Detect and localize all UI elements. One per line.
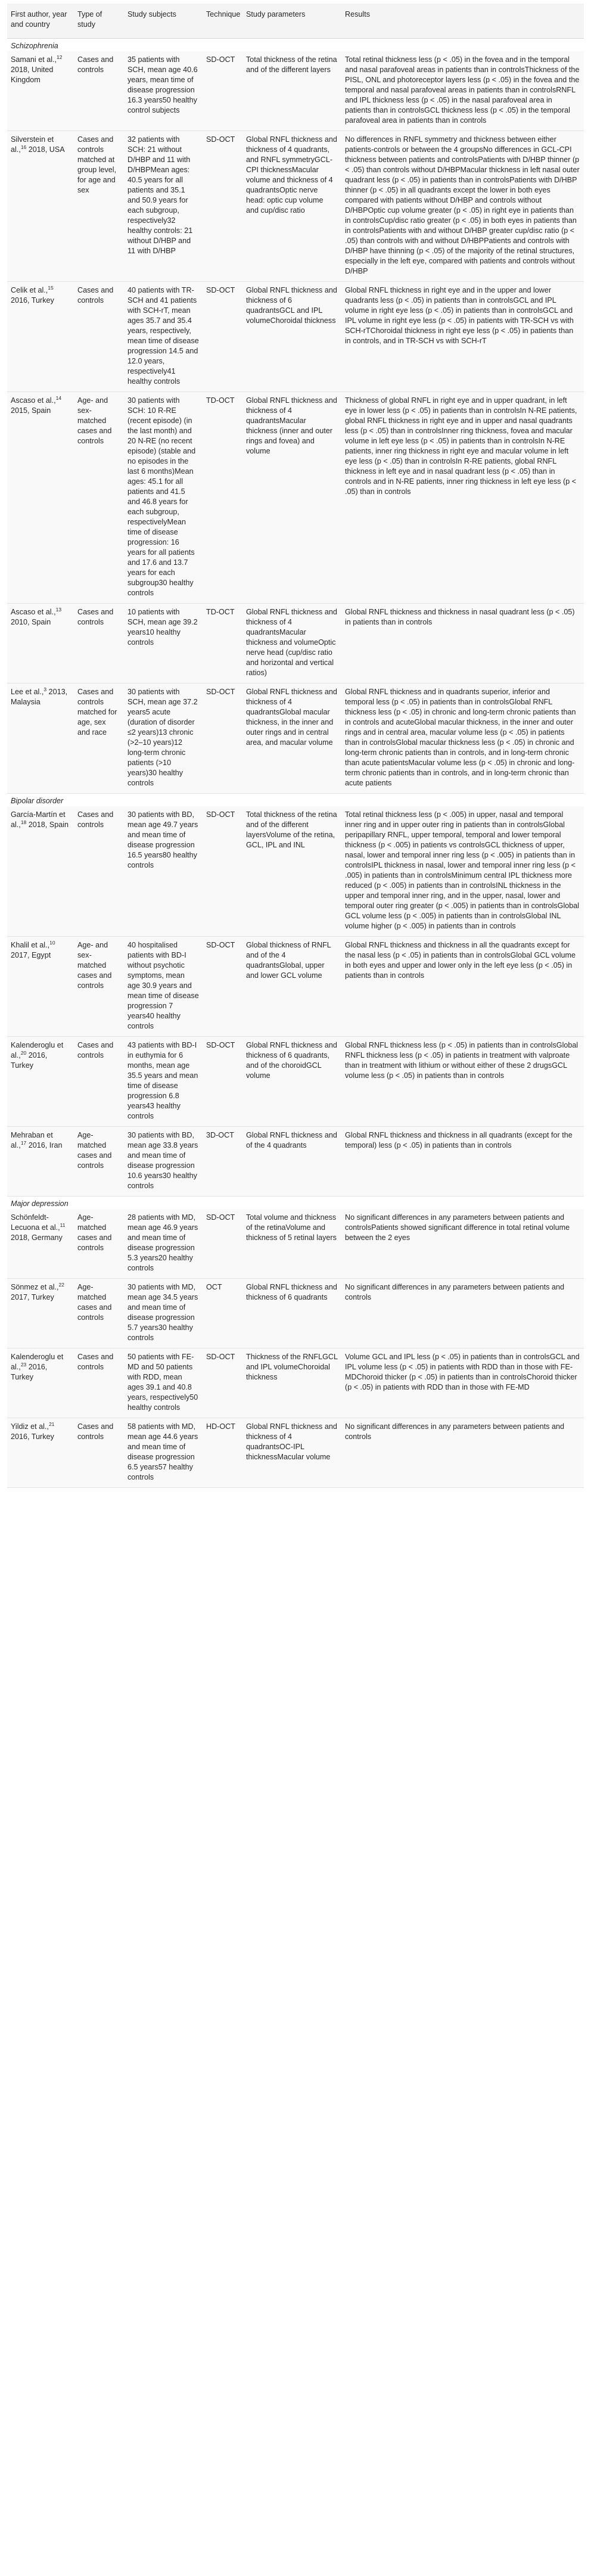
study-type-cell: Cases and controls: [74, 1037, 124, 1127]
study-parameters-cell: Global RNFL thickness and thickness of 6 quadrants: [242, 1279, 341, 1348]
study-parameters-cell: Global RNFL thickness and thickness of 4 quadrantsGlobal macular thickness, in the inner and outer rings and in central area, and macular volume: [242, 683, 341, 794]
table-row: [7, 806, 584, 937]
reference-number: 3: [43, 686, 47, 692]
study-type-cell: Age-matched cases and controls: [74, 1209, 124, 1279]
table-row: [7, 1037, 584, 1127]
year-country: 2017, Turkey: [11, 1293, 54, 1301]
technique-cell: SD-OCT: [203, 131, 242, 282]
studies-table: [7, 4, 584, 1488]
study-parameters-cell: Global RNFL thickness and thickness of 6 quadrantsGCL and IPL volumeChoroidal thickness: [242, 282, 341, 392]
results-cell: Total retinal thickness less (p < .05) in the fovea and in the temporal and nasal parafoveal areas in patients than in controlsThickness of the PISL, ONL and photoreceptor layers less (p < .05) in the fovea and the temporal and nasal parafoveal areas in patients than in controlsRNFL and IPL thickness less (p < .05) in the nasal parafoveal area in patients than in controlsGCL thickness less (p < .05) in the temporal parafoveal area in patients than in controls: [341, 51, 584, 131]
year-country: 2010, Spain: [11, 618, 51, 626]
author-name: García-Martín et al.,: [11, 810, 66, 829]
reference-number: 17: [20, 1139, 27, 1146]
author-name: Samani et al.,: [11, 55, 57, 64]
study-parameters-cell: Global RNFL thickness and thickness of 4 quadrantsMacular thickness and volumeOptic nerve head (cup/disc ratio and horizontal and vertical ratios): [242, 604, 341, 683]
table-row: [7, 1279, 584, 1348]
table-row: [7, 604, 584, 683]
study-subjects-cell: 30 patients with BD, mean age 33.8 years and mean time of disease progression 10.6 years30 healthy controls: [124, 1127, 203, 1197]
study-parameters-cell: Total thickness of the retina and of the different layersVolume of the retina, GCL, IPL and INL: [242, 806, 341, 937]
year-country: 2016, Turkey: [11, 1363, 48, 1381]
technique-cell: 3D-OCT: [203, 1127, 242, 1197]
author-cell: [7, 806, 74, 937]
reference-number: 21: [48, 1421, 55, 1427]
author-name: Sönmez et al.,: [11, 1283, 59, 1291]
results-cell: Global RNFL thickness and thickness in all the quadrants except for the nasal less (p < .05) in patients than in controlsGlobal GCL volume in both eyes and upper and lower only in the left eye less (p < .05) in patients than in controls: [341, 937, 584, 1037]
study-subjects-cell: 43 patients with BD-I in euthymia for 6 months, mean age 35.5 years and mean time of disease progression 6.8 years43 healthy controls: [124, 1037, 203, 1127]
results-cell: No differences in RNFL symmetry and thickness between either patients-controls or between the 4 groupsNo differences in GCL-CPI thickness between patients and controlsPatients with D/HBP thinner (p < .05) than controls without D/HBPMacular thickness in left nasal outer quadrant less (p < .05) in patients than in controlsPatients with D/HBP thinner (p < .05) in all quadrants except the lower in both eyes compared with patients without D/HBP and controls without D/HBPOptic cup volume greater (p < .05) in right eye in patients than in controlsCup/disc ratio greater (p < .05) in both eyes in patients than in controlsPatients with and without D/HBP greater cup/disc ratio (p < .05) than controls with and without D/HBPPatients and controls with D/HBP have thinning (p < .05) of the majority of the retinal structures, especially in the left eye, compared with patients and controls without D/HBP: [341, 131, 584, 282]
study-subjects-cell: 30 patients with SCH, mean age 37.2 years5 acute (duration of disorder ≤2 years)13 chronic (>2–10 years)12 long-term chronic patients (>10 years)30 healthy controls: [124, 683, 203, 794]
technique-cell: SD-OCT: [203, 51, 242, 131]
section-title: Schizophrenia: [7, 39, 584, 52]
reference-number: 12: [57, 54, 63, 60]
technique-cell: OCT: [203, 1279, 242, 1348]
study-type-cell: Cases and controls: [74, 604, 124, 683]
header-results: Results: [341, 4, 584, 39]
author-name: Lee et al.,: [11, 688, 44, 696]
study-type-cell: Cases and controls: [74, 51, 124, 131]
author-name: Kalenderoglu et al.,: [11, 1353, 64, 1371]
reference-number: 15: [48, 284, 54, 291]
author-name: Ascaso et al.,: [11, 396, 56, 405]
author-cell: [7, 937, 74, 1037]
header-author: First author, year and country: [7, 4, 74, 39]
author-name: Schönfeldt-Lecuona et al.,: [11, 1213, 60, 1232]
results-cell: Global RNFL thickness and in quadrants superior, inferior and temporal less (p < .05) in patients than in controlsGlobal RNFL thickness less (p < .05) in chronic and long-term chronic patients than in controls and acuteGlobal macular thickness, in the inner and outer rings and in central area, macular volume less (p < .05) in patients than in controlsGlobal macular thickness less (p < .05) in chronic and long-term chronic patients than in controls, and in long-term chronic than acute patientsMacular volume less (p < .05) in chronic and long-term chronic patients than in controls, and in long-term chronic than acute patients: [341, 683, 584, 794]
technique-cell: SD-OCT: [203, 1348, 242, 1418]
reference-number: 14: [55, 394, 62, 401]
study-type-cell: Cases and controls: [74, 1348, 124, 1418]
year-country: 2016, Iran: [26, 1141, 63, 1149]
technique-cell: SD-OCT: [203, 282, 242, 392]
study-type-cell: Age-matched cases and controls: [74, 1127, 124, 1197]
year-country: 2016, Turkey: [11, 296, 54, 304]
section-row: [7, 39, 584, 52]
author-name: Silverstein et al.,: [11, 135, 54, 154]
table-body: [7, 39, 584, 1488]
year-country: 2018, Germany: [11, 1233, 63, 1242]
year-country: 2015, Spain: [11, 406, 51, 415]
study-parameters-cell: Thickness of the RNFLGCL and IPL volumeChoroidal thickness: [242, 1348, 341, 1418]
author-name: Mehraban et al.,: [11, 1131, 53, 1149]
reference-number: 13: [55, 606, 62, 613]
study-subjects-cell: 30 patients with BD, mean age 49.7 years and mean time of disease progression 16.5 years80 healthy controls: [124, 806, 203, 937]
study-type-cell: Cases and controls: [74, 1418, 124, 1488]
year-country: 2018, Spain: [26, 821, 69, 829]
study-subjects-cell: 35 patients with SCH, mean age 40.6 years, mean time of disease progression 16.3 years50 healthy control subjects: [124, 51, 203, 131]
study-subjects-cell: 58 patients with MD, mean age 44.6 years and mean time of disease progression 6.5 years57 healthy controls: [124, 1418, 203, 1488]
results-cell: No significant differences in any parameters between patients and controlsPatients showed significant difference in total retinal volume between the 2 eyes: [341, 1209, 584, 1279]
year-country: 2016, Turkey: [11, 1051, 48, 1070]
study-type-cell: Cases and controls: [74, 282, 124, 392]
reference-number: 10: [49, 939, 55, 946]
study-type-cell: Age- and sex-matched cases and controls: [74, 392, 124, 604]
study-parameters-cell: Global RNFL thickness and of the 4 quadrants: [242, 1127, 341, 1197]
study-parameters-cell: Total thickness of the retina and of the different layers: [242, 51, 341, 131]
reference-number: 18: [20, 819, 27, 825]
study-subjects-cell: 10 patients with SCH, mean age 39.2 years10 healthy controls: [124, 604, 203, 683]
author-cell: [7, 1037, 74, 1127]
study-parameters-cell: Global RNFL thickness and thickness of 4 quadrantsOC-IPL thicknessMacular volume: [242, 1418, 341, 1488]
results-cell: No significant differences in any parameters between patients and controls: [341, 1418, 584, 1488]
author-cell: [7, 1127, 74, 1197]
study-parameters-cell: Global RNFL thickness and thickness of 4 quadrantsMacular thickness (inner and outer rings and fovea) and volume: [242, 392, 341, 604]
author-cell: [7, 604, 74, 683]
author-cell: [7, 131, 74, 282]
table-row: [7, 1348, 584, 1418]
study-subjects-cell: 30 patients with MD, mean age 34.5 years and mean time of disease progression 5.7 years30 healthy controls: [124, 1279, 203, 1348]
reference-number: 23: [20, 1361, 27, 1368]
table-row: [7, 1127, 584, 1197]
table-row: [7, 131, 584, 282]
technique-cell: SD-OCT: [203, 937, 242, 1037]
results-cell: Global RNFL thickness and thickness in nasal quadrant less (p < .05) in patients than in controls: [341, 604, 584, 683]
technique-cell: HD-OCT: [203, 1418, 242, 1488]
author-cell: [7, 683, 74, 794]
author-name: Khalil et al.,: [11, 941, 50, 949]
author-name: Kalenderoglu et al.,: [11, 1041, 64, 1059]
reference-number: 16: [20, 144, 27, 150]
author-name: Yildiz et al.,: [11, 1422, 49, 1431]
table-row: [7, 392, 584, 604]
reference-number: 11: [60, 1222, 66, 1228]
technique-cell: SD-OCT: [203, 1209, 242, 1279]
study-parameters-cell: Total volume and thickness of the retinaVolume and thickness of 5 retinal layers: [242, 1209, 341, 1279]
author-cell: [7, 392, 74, 604]
section-title: Bipolar disorder: [7, 794, 584, 807]
author-cell: [7, 282, 74, 392]
table-row: [7, 1209, 584, 1279]
results-cell: Thickness of global RNFL in right eye and in upper quadrant, in left eye in lower less (p < .05) in patients than in controlsIn N-RE patients, global RNFL thickness in right eye and in upper and nasal quadrants less (p < .05) than in controlsInner ring thickness, fovea and macular volume in left eye less (p < .05) in patients than in controlsIn N-RE patients, inner ring thickness in right eye and macular volume in left eye less (p < .05) than in controlsIn R-RE patients, global RNFL thickness in left eye and in nasal quadrant less (p < .05) than in controls and in N-RE patients, inner ring thickness in left eye less (p < .05) than in controls: [341, 392, 584, 604]
technique-cell: SD-OCT: [203, 806, 242, 937]
results-cell: Global RNFL thickness less (p < .05) in patients than in controlsGlobal RNFL thickness less (p < .05) in patients in treatment with valproate than in treatment with lithium or without either of these 2 drugsGCL volume less (p < .05) in patients than in controls: [341, 1037, 584, 1127]
section-row: [7, 1197, 584, 1210]
section-title: Major depression: [7, 1197, 584, 1210]
header-parameters: Study parameters: [242, 4, 341, 39]
author-cell: [7, 1348, 74, 1418]
year-country: 2013, Malaysia: [11, 688, 68, 706]
table-row: [7, 937, 584, 1037]
study-subjects-cell: 30 patients with SCH: 10 R-RE (recent episode) (in the last month) and 20 N-RE (no recent episode) (stable and no episodes in the last 6 months)Mean ages: 45.1 for all patients and 41.5 and 46.8 years for each subgroup, respectivelyMean time of disease progression: 16 years for all patients and 17.6 and 13.7 years for each subgroup30 healthy controls: [124, 392, 203, 604]
study-type-cell: Cases and controls matched at group level, for age and sex: [74, 131, 124, 282]
header-subjects: Study subjects: [124, 4, 203, 39]
study-subjects-cell: 40 patients with TR-SCH and 41 patients with SCH-rT, mean ages 35.7 and 35.4 years, respectively, mean time of disease progression 14.5 and 12.0 years, respectively41 healthy controls: [124, 282, 203, 392]
study-parameters-cell: Global RNFL thickness and thickness of 6 quadrants, and of the choroidGCL volume: [242, 1037, 341, 1127]
study-type-cell: Cases and controls matched for age, sex and race: [74, 683, 124, 794]
study-subjects-cell: 50 patients with FE-MD and 50 patients with RDD, mean ages 39.1 and 40.8 years, respectively50 healthy controls: [124, 1348, 203, 1418]
author-name: Celik et al.,: [11, 286, 48, 294]
study-parameters-cell: Global thickness of RNFL and of the 4 quadrantsGlobal, upper and lower GCL volume: [242, 937, 341, 1037]
results-cell: Volume GCL and IPL less (p < .05) in patients than in controlsGCL and IPL volume less (p < .05) in patients with RDD than in those with FE-MDChoroid thicker (p < .05) in patients than in controlsChoroid thicker (p < .05) in patients with RDD than in those with FE-MD: [341, 1348, 584, 1418]
table-row: [7, 1418, 584, 1488]
header-technique: Technique: [203, 4, 242, 39]
study-subjects-cell: 32 patients with SCH: 21 without D/HBP and 11 with D/HBPMean ages: 40.5 years for all patients and 35.1 and 50.9 years for each subgroup, respectively32 healthy controls: 21 without D/HBP and 11 with D/HBP: [124, 131, 203, 282]
year-country: 2017, Egypt: [11, 951, 51, 959]
technique-cell: TD-OCT: [203, 392, 242, 604]
author-cell: [7, 1418, 74, 1488]
reference-number: 22: [58, 1281, 64, 1288]
results-cell: Total retinal thickness less (p < .005) in upper, nasal and temporal inner ring and in upper outer ring in patients than in controlsGlobal peripapillary RNFL, upper temporal, temporal and lower temporal thickness (p < .005) in patients vs controlsGCL thickness of upper, nasal, lower and temporal inner ring less (p < .005) in patients than in controlsIPL thickness in nasal, lower and temporal inner ring less (p < .005) in patients than in controlsMinimum central IPL thickness more reduced (p < .005) in patients than in controlsINL thickness in the upper and temporal inner ring, and in the upper, nasal, lower and temporal outer ring greater (p < .005) in patients than in controlsGlobal GCL volume less (p < .005) in patients than in controlsGlobal INL volume higher (p < .005) in patients than in controls: [341, 806, 584, 937]
section-row: [7, 794, 584, 807]
header-type: Type of study: [74, 4, 124, 39]
technique-cell: SD-OCT: [203, 683, 242, 794]
table-row: [7, 282, 584, 392]
results-cell: Global RNFL thickness and thickness in all quadrants (except for the temporal) less (p < .05) in patients than in controls: [341, 1127, 584, 1197]
table-row: [7, 683, 584, 794]
technique-cell: SD-OCT: [203, 1037, 242, 1127]
study-subjects-cell: 28 patients with MD, mean age 46.9 years and mean time of disease progression 5.3 years20 healthy controls: [124, 1209, 203, 1279]
reference-number: 20: [20, 1049, 27, 1056]
author-cell: [7, 51, 74, 131]
technique-cell: TD-OCT: [203, 604, 242, 683]
study-parameters-cell: Global RNFL thickness and thickness of 4 quadrants, and RNFL symmetryGCL-CPI thicknessMacular volume and thickness of 4 quadrantsOptic nerve head: optic cup volume and cup/disc ratio: [242, 131, 341, 282]
author-name: Ascaso et al.,: [11, 608, 56, 616]
table-row: [7, 51, 584, 131]
year-country: 2018, United Kingdom: [11, 66, 54, 84]
year-country: 2018, USA: [26, 145, 65, 154]
year-country: 2016, Turkey: [11, 1433, 54, 1441]
author-cell: [7, 1279, 74, 1348]
results-cell: Global RNFL thickness in right eye and in the upper and lower quadrants less (p < .05) in patients than in controlsGCL and IPL volume in right eye less (p < .05) in patients than in controlsGCL and IPL volume in right eye less (p < .05) in patients with TR-SCH vs with SCH-rTChoroidal thickness in right eye less (p < .05) in patients than in controls, and in TR-SCH vs with SCH-rT: [341, 282, 584, 392]
results-cell: No significant differences in any parameters between patients and controls: [341, 1279, 584, 1348]
study-type-cell: Cases and controls: [74, 806, 124, 937]
study-type-cell: Age-matched cases and controls: [74, 1279, 124, 1348]
study-subjects-cell: 40 hospitalised patients with BD-I without psychotic symptoms, mean age 30.9 years and mean time of disease progression 7 years40 healthy controls: [124, 937, 203, 1037]
study-type-cell: Age- and sex-matched cases and controls: [74, 937, 124, 1037]
author-cell: [7, 1209, 74, 1279]
table-header-row: [7, 4, 584, 39]
